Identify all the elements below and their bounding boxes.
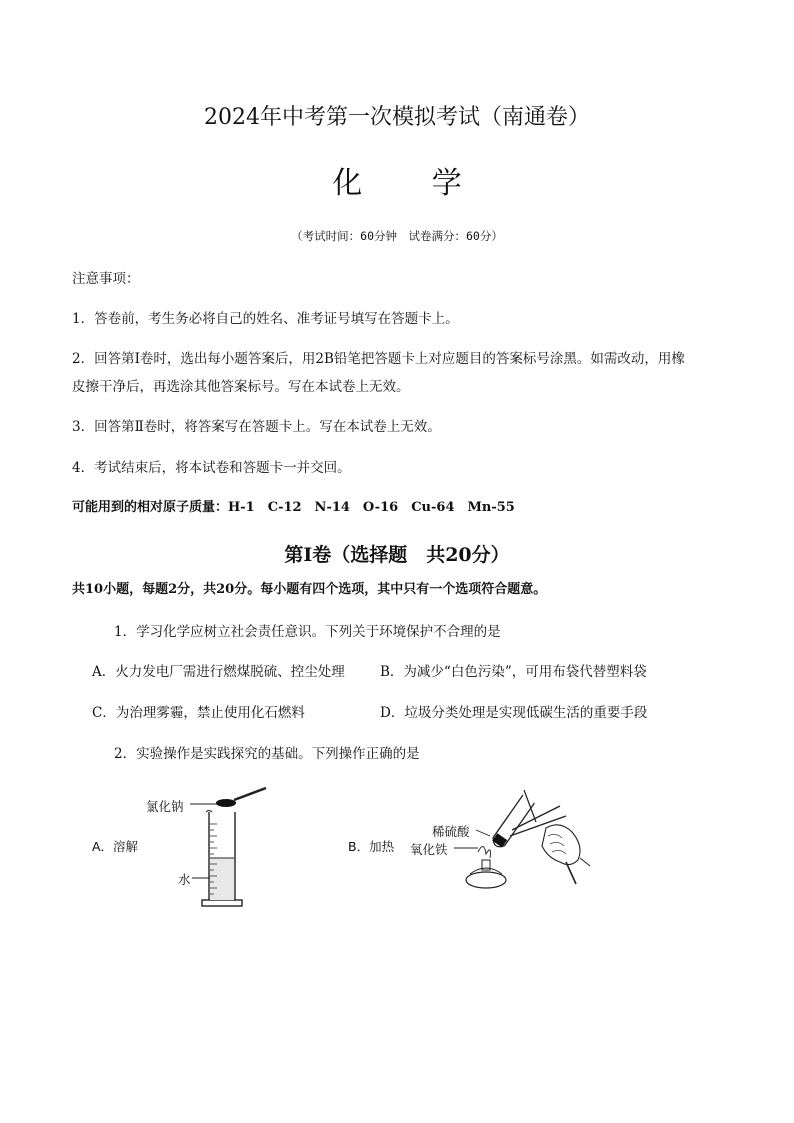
exam-title: 2024年中考第一次模拟考试（南通卷） [204, 105, 590, 130]
question-2-option-b[interactable]: B．加热 [348, 839, 395, 854]
notes-heading: 注意事项： [72, 271, 140, 287]
question-1-stem: 1．学习化学应树立社会责任意识。下列关于环境保护不合理的是 [114, 624, 501, 640]
section-title: 第Ⅰ卷（选择题 共20分） [284, 544, 510, 566]
question-2-stem: 2．实验操作是实践探究的基础。下列操作正确的是 [114, 746, 420, 762]
note-item-3: 3．回答第Ⅱ卷时，将答案写在答题卡上。写在本试卷上无效。 [72, 419, 441, 435]
question-1-option-d[interactable]: D．垃圾分类处理是实现低碳生活的重要手段 [380, 705, 648, 721]
atomic-masses: 可能用到的相对原子质量：H-1 C-12 N-14 O-16 Cu-64 Mn-55 [72, 500, 515, 515]
question-1-option-a[interactable]: A．火力发电厂需进行燃煤脱硫、控尘处理 [92, 664, 345, 680]
exam-time-info: （考试时间：60分钟 试卷满分：60分） [291, 229, 503, 243]
subject-title: 化 学 [332, 166, 492, 201]
note-item-2: 2．回答第Ⅰ卷时，选出每小题答案后，用2B铅笔把答题卡上对应题目的答案标号涂黑。如需改动，用橡 [72, 351, 685, 367]
figure-a-label-water: 水 [178, 872, 191, 887]
figure-b-label-oxide: 氧化铁 [410, 842, 448, 857]
note-item-1: 1．答卷前，考生务必将自己的姓名、准考证号填写在答题卡上。 [72, 311, 459, 327]
section-instruction: 共10小题，每题2分，共20分。每小题有四个选项，其中只有一个选项符合题意。 [72, 582, 547, 597]
figure-a-label-nacl: 氯化钠 [146, 799, 184, 814]
note-item-4: 4．考试结束后，将本试卷和答题卡一并交回。 [72, 460, 351, 476]
question-1-option-c[interactable]: C．为治理雾霾，禁止使用化石燃料 [92, 705, 305, 721]
question-2-option-a[interactable]: A．溶解 [92, 839, 139, 854]
figure-b-label-acid: 稀硫酸 [432, 824, 470, 839]
note-item-2-cont: 皮擦干净后，再选涂其他答案标号。写在本试卷上无效。 [72, 379, 410, 395]
question-1-option-b[interactable]: B．为减少“白色污染”，可用布袋代替塑料袋 [380, 664, 647, 680]
